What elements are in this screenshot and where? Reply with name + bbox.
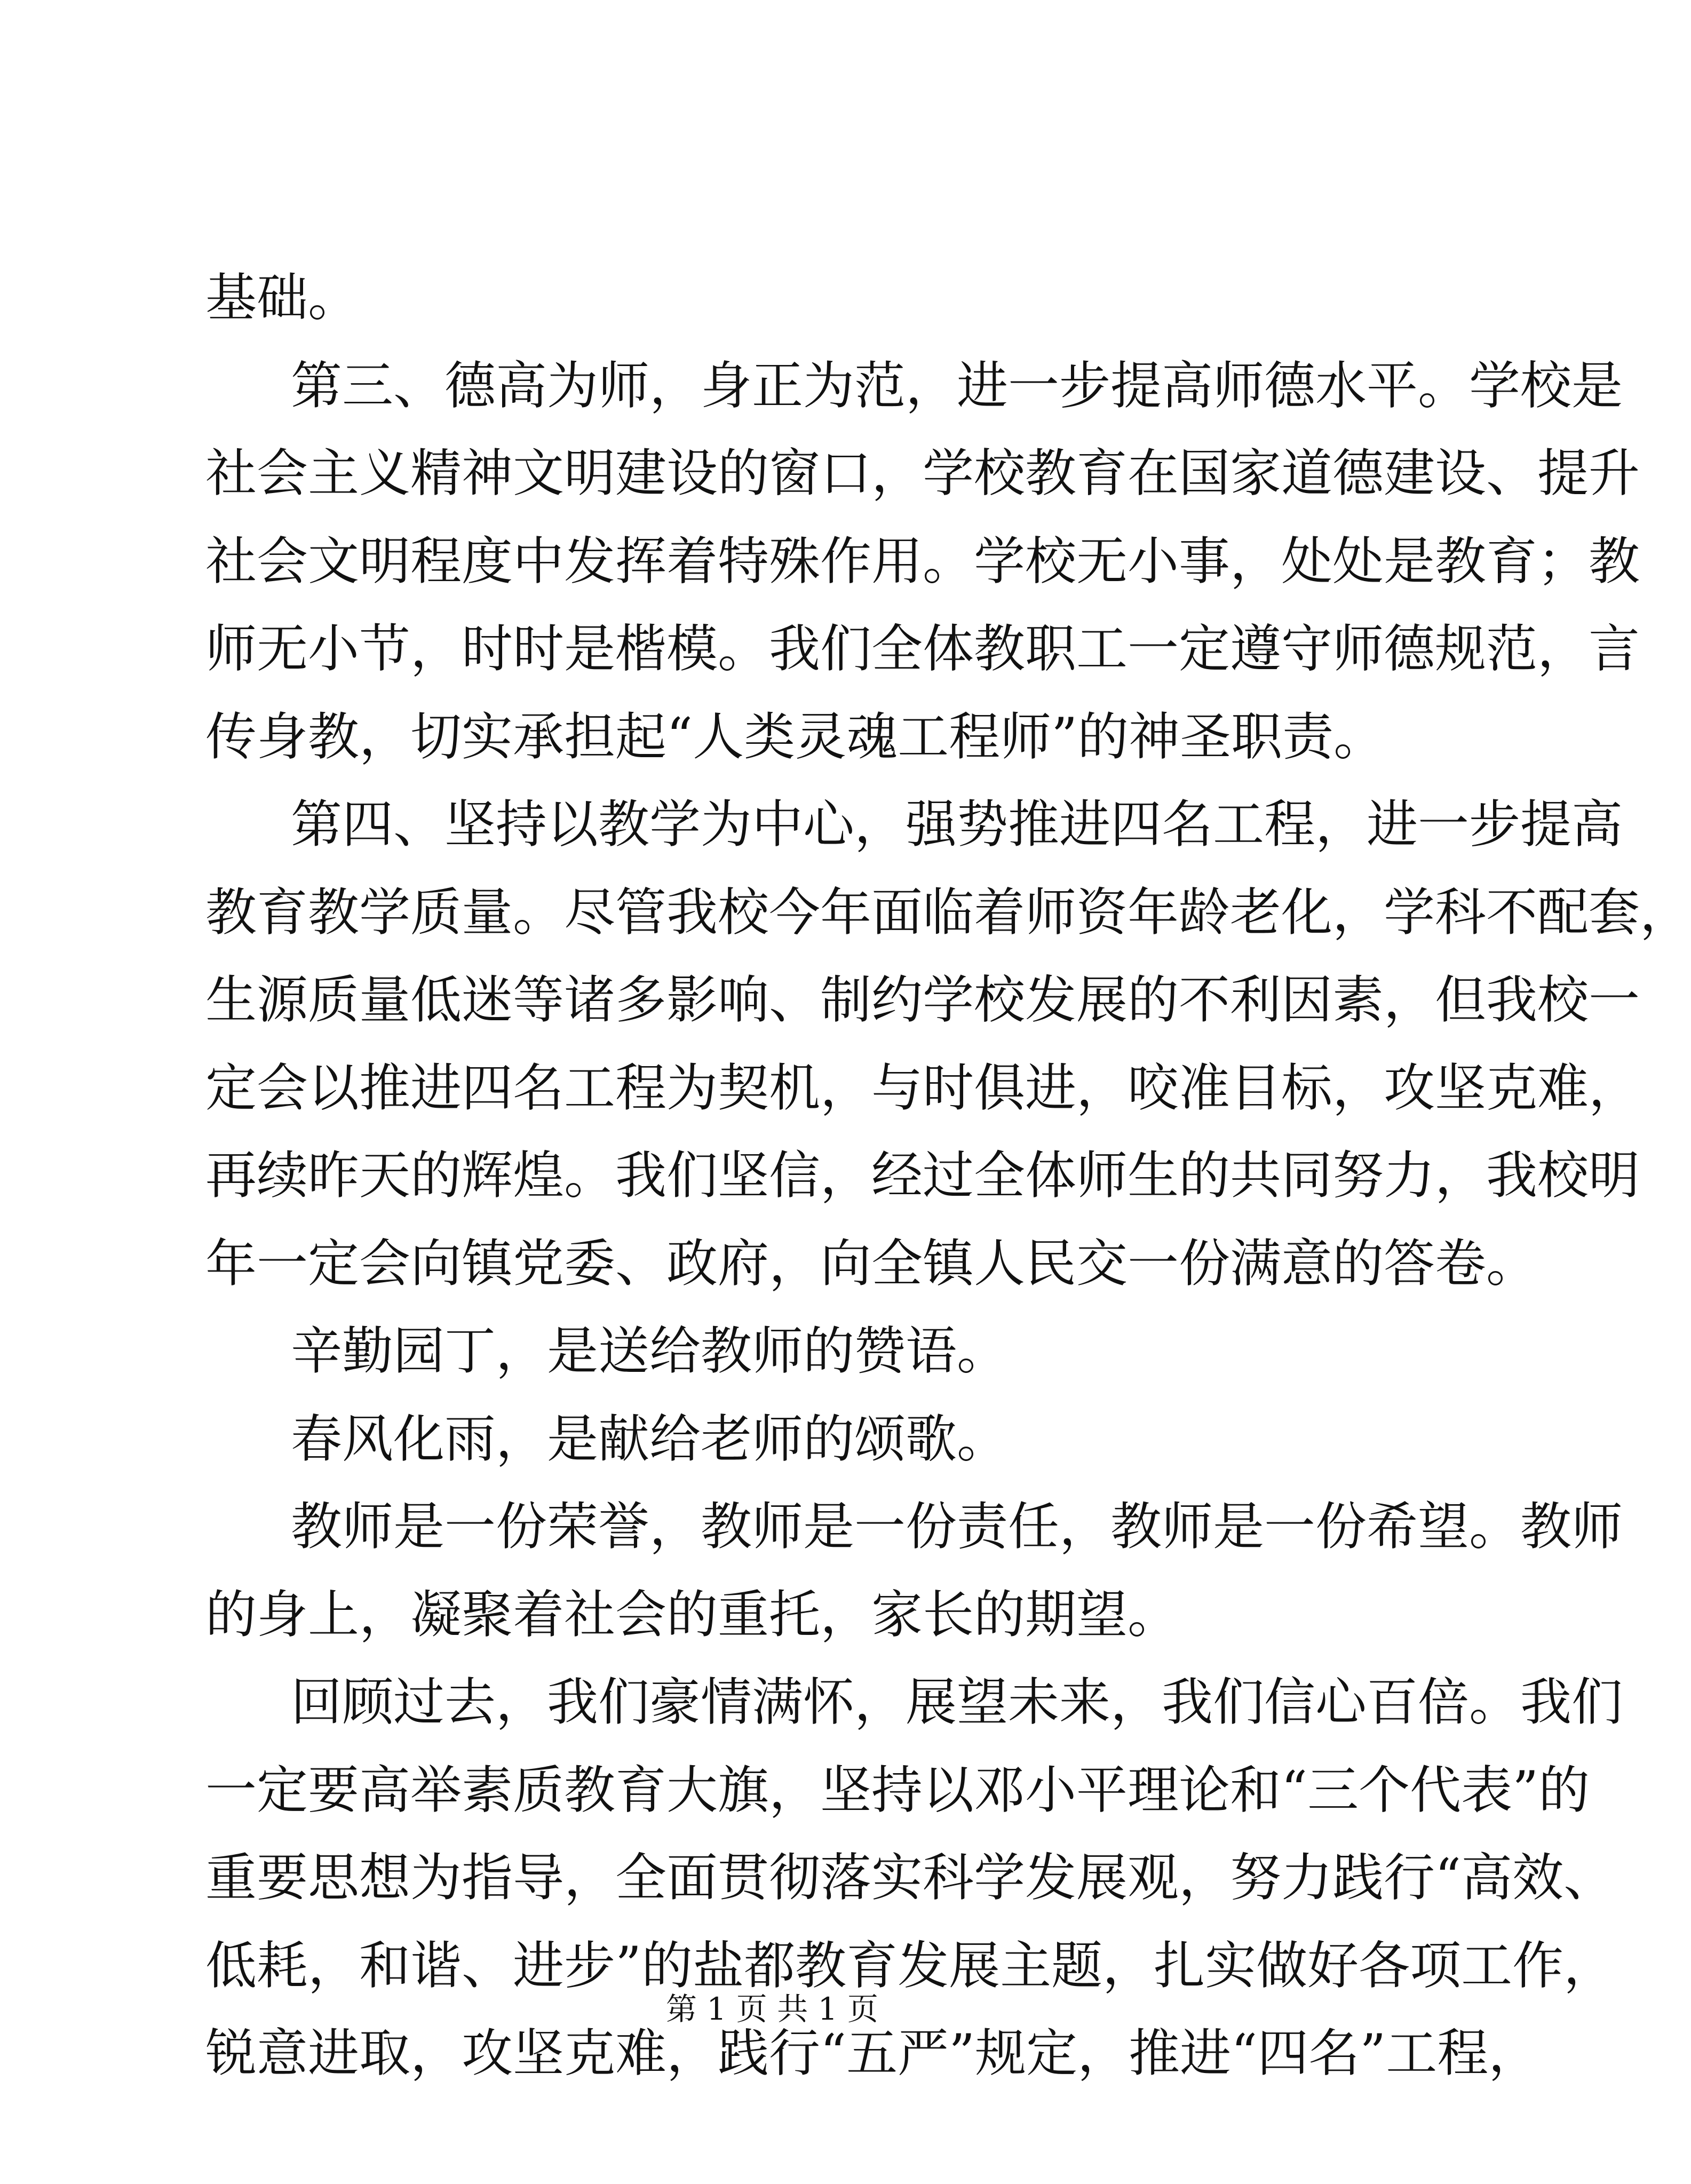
text-line: 基础。 xyxy=(205,268,359,328)
text-line: 年一定会向镇党委、政府，向全镇人民交一份满意的答卷。 xyxy=(205,1234,1537,1293)
text-line: 社会主义精神文明建设的窗口，学校教育在国家道德建设、提升 xyxy=(205,443,1640,503)
text-line: 社会文明程度中发挥着特殊作用。学校无小事，处处是教育；教 xyxy=(205,531,1640,591)
text-line: 教育教学质量。尽管我校今年面临着师资年龄老化，学科不配套， xyxy=(205,883,1691,942)
text-line: 定会以推进四名工程为契机，与时俱进，咬准目标，攻坚克难， xyxy=(205,1058,1640,1118)
text-line: 回顾过去，我们豪情满怀，展望未来，我们信心百倍。我们 xyxy=(291,1672,1623,1732)
text-line: 锐意进取，攻坚克难，践行“五严”规定，推进“四名”工程， xyxy=(205,2023,1540,2083)
text-line: 教师是一份荣誉，教师是一份责任，教师是一份希望。教师 xyxy=(291,1497,1623,1556)
text-line: 再续昨天的辉煌。我们坚信，经过全体师生的共同努力，我校明 xyxy=(205,1146,1640,1205)
text-line: 春风化雨，是献给老师的颂歌。 xyxy=(291,1409,1008,1469)
text-line: 第三、德高为师，身正为范，进一步提高师德水平。学校是 xyxy=(291,356,1623,416)
text-line: 辛勤园丁，是送给教师的赞语。 xyxy=(291,1321,1008,1381)
text-line: 第四、坚持以教学为中心，强势推进四名工程，进一步提高 xyxy=(291,795,1623,854)
page-footer: 第 1 页 共 1 页 xyxy=(666,1991,878,2027)
text-line: 低耗，和谐、进步”的盐都教育发展主题，扎实做好各项工作， xyxy=(205,1936,1615,1996)
text-line: 传身教，切实承担起“人类灵魂工程师”的神圣职责。 xyxy=(205,707,1385,767)
text-line: 生源质量低迷等诸多影响、制约学校发展的不利因素，但我校一 xyxy=(205,970,1640,1030)
text-line: 重要思想为指导，全面贯彻落实科学发展观，努力践行“高效、 xyxy=(205,1848,1615,1908)
text-line: 的身上，凝聚着社会的重托，家长的期望。 xyxy=(205,1585,1179,1645)
text-line: 师无小节，时时是楷模。我们全体教职工一定遵守师德规范，言 xyxy=(205,619,1640,679)
text-line: 一定要高举素质教育大旗，坚持以邓小平理论和“三个代表”的 xyxy=(205,1760,1590,1820)
